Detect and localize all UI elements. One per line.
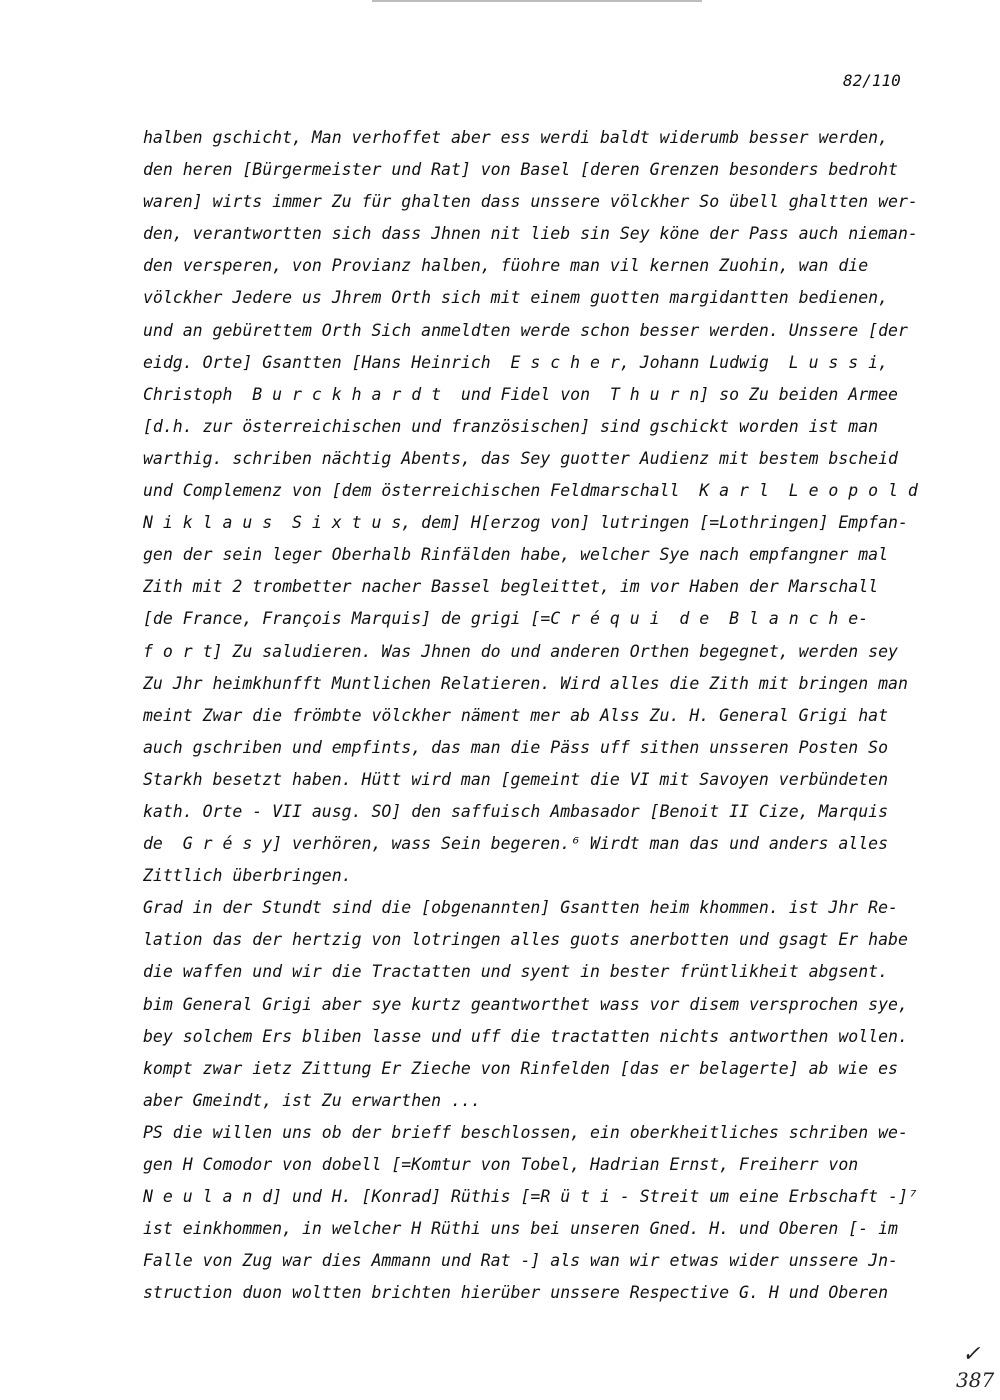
- text-line: Zittlich überbringen.: [143, 866, 352, 886]
- text-line: lation das der hertzig von lotringen alles guots anerbotten und gsagt Er habe: [143, 930, 908, 950]
- text-line: f o r t] Zu saludieren. Was Jhnen do und anderen Orthen begegnet, werden sey: [143, 641, 898, 661]
- text-line: kath. Orte - VII ausg. SO] den saffuisch Ambasador [Benoit II Cize, Marquis: [143, 801, 889, 821]
- text-line: gen der sein leger Oberhalb Rinfälden habe, welcher Sye nach empfangner mal: [143, 545, 889, 565]
- text-line: gen H Comodor von dobell [=Komtur von Tobel, Hadrian Ernst, Freiherr von: [143, 1155, 859, 1174]
- text-line: bey solchem Ers bliben lasse und uff die tractatten nichts antworthen wollen.: [143, 1026, 908, 1046]
- text-line: die waffen und wir die Tractatten und syent in bester früntlikheit abgsent.: [143, 962, 889, 982]
- text-line: waren] wirts immer Zu für ghalten dass unssere völckher So übell ghaltten wer-: [143, 192, 918, 212]
- text-line: bim General Grigi aber sye kurtz geantworthet wass vor disem versprochen sye,: [143, 994, 908, 1014]
- handwritten-archive-number: 387: [956, 1368, 995, 1392]
- text-line: Christoph B u r c k h a r d t und Fidel von T h u r n] so Zu beiden Armee: [143, 384, 898, 404]
- text-line: Starkh besetzt haben. Hütt wird man [gemeint die VI mit Savoyen verbündeten: [143, 769, 889, 789]
- text-line: N i k l a u s S i x t u s, dem] H[erzog von] lutringen [=Lothringen] Empfan-: [143, 513, 908, 533]
- text-line: halben gschicht, Man verhoffet aber ess werdi baldt widerumb besser werden,: [143, 128, 889, 147]
- text-line: und an gebürettem Orth Sich anmeldten werde schon besser werden. Unssere [der: [143, 320, 908, 340]
- text-line: ist einkhommen, in welcher H Rüthi uns bei unseren Gned. H. und Oberen [- im: [143, 1219, 898, 1239]
- body-text: [143, 122, 943, 1309]
- text-line: und Complemenz von [dem österreichischen Feldmarschall K a r l L e o p o l d: [143, 481, 918, 501]
- text-line: auch gschriben und empfints, das man die Päss uff sithen unsseren Posten So: [143, 737, 889, 757]
- text-line: Zith mit 2 trombetter nacher Bassel begleittet, im vor Haben der Marschall: [143, 577, 879, 597]
- text-line: den, verantwortten sich dass Jhnen nit lieb sin Sey köne der Pass auch nieman-: [143, 224, 918, 244]
- text-line: Falle von Zug war dies Ammann und Rat -] als wan wir etwas wider unssere Jn-: [143, 1251, 898, 1271]
- text-line: völckher Jedere us Jhrem Orth sich mit einem guotten margidantten bedienen,: [143, 288, 889, 308]
- text-line: warthig. schriben nächtig Abents, das Sey guotter Audienz mit bestem bscheid: [143, 448, 898, 468]
- text-line: [de France, François Marquis] de grigi [=C r é q u i d e B l a n c h e-: [143, 609, 869, 629]
- text-line: PS die willen uns ob der brieff beschlossen, ein oberkheitliches schriben we-: [143, 1122, 908, 1142]
- text-line: de G r é s y] verhören, wass Sein begeren.⁶ Wirdt man das und anders alles: [143, 834, 889, 854]
- text-line: kompt zwar ietz Zittung Er Zieche von Rinfelden [das er belagerte] ab wie es: [143, 1058, 898, 1078]
- scan-edge-mark: [372, 0, 702, 2]
- text-line: eidg. Orte] Gsantten [Hans Heinrich E s c h e r, Johann Ludwig L u s s i,: [143, 352, 889, 372]
- text-line: Zu Jhr heimkhunfft Muntlichen Relatieren. Wird alles die Zith mit bringen man: [143, 673, 908, 693]
- text-line: struction duon woltten brichten hierüber unssere Respective G. H und Oberen: [143, 1283, 889, 1303]
- text-line: meint Zwar die frömbte völckher näment mer ab Alss Zu. H. General Grigi hat: [143, 705, 889, 725]
- text-line: [d.h. zur österreichischen und französischen] sind gschickt worden ist man: [143, 416, 879, 436]
- handwritten-checkmark: ✓: [962, 1342, 981, 1367]
- text-line: den heren [Bürgermeister und Rat] von Basel [deren Grenzen besonders bedroht: [143, 160, 898, 180]
- page-number: 82/110: [843, 71, 901, 90]
- text-line: N e u l a n d] und H. [Konrad] Rüthis [=R ü t i - Streit um eine Erbschaft -]⁷: [143, 1187, 918, 1207]
- text-line: den versperen, von Provianz halben, füohre man vil kernen Zuohin, wan die: [143, 256, 869, 276]
- text-line: Grad in der Stundt sind die [obgenannten] Gsantten heim khommen. ist Jhr Re-: [143, 898, 898, 918]
- text-line: aber Gmeindt, ist Zu erwarthen ...: [143, 1090, 481, 1110]
